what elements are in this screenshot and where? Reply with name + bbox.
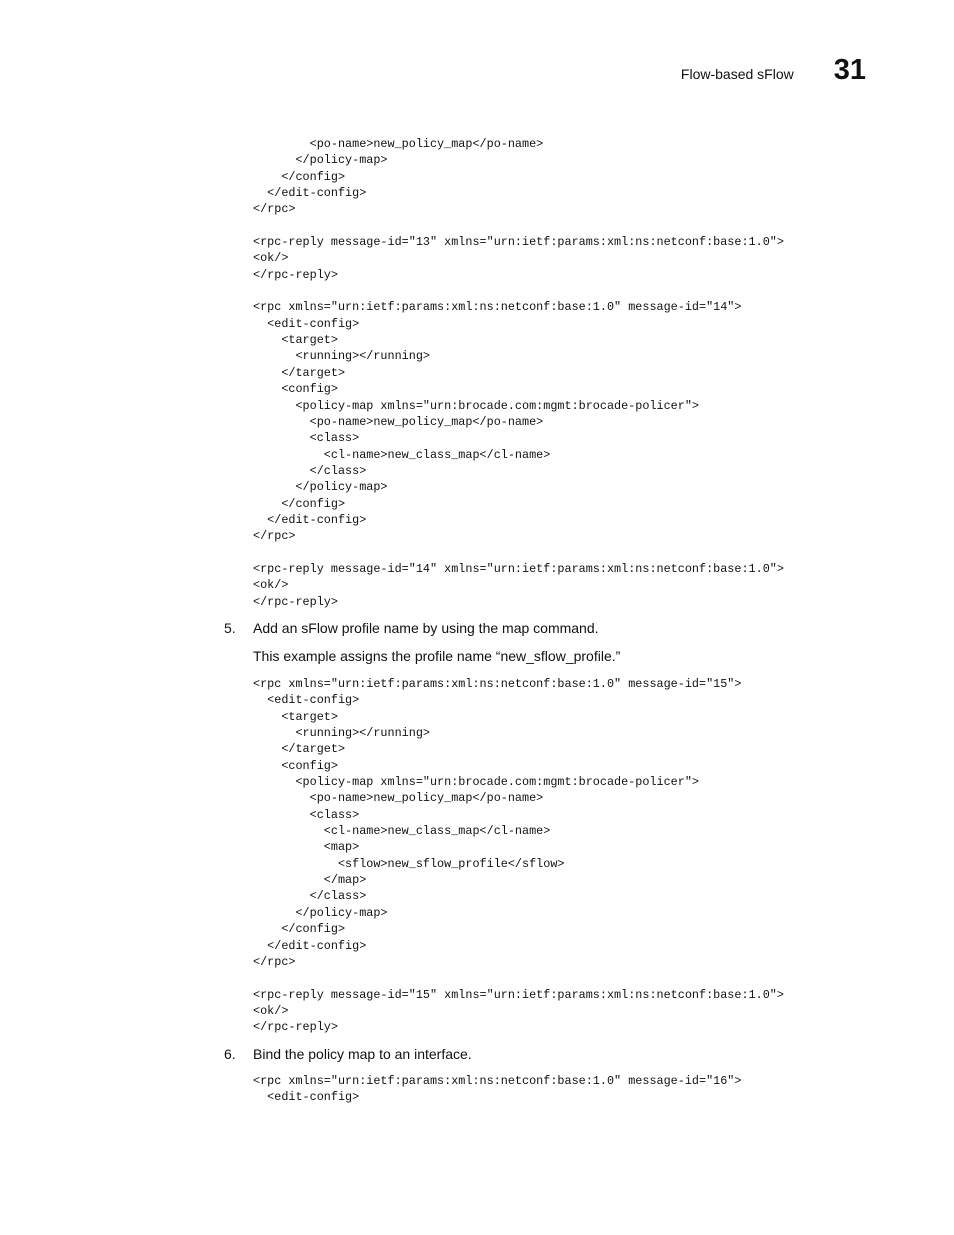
step-5-description: This example assigns the profile name “new_sflow_profile.” xyxy=(253,648,621,664)
command-name: map xyxy=(502,620,530,636)
page-header xyxy=(681,56,866,85)
step-text: Bind the policy map to an interface. xyxy=(253,1046,472,1062)
step-number: 6. xyxy=(224,1046,236,1062)
code-block-netconf-13-14: <po-name>new_policy_map</po-name> </policy-map> </config> </edit-config> </rpc> <rpc-reply message-id="13" xmlns="urn:ietf:params:xml:ns:netconf:base:1.0"> <ok/> </rpc-reply> <rpc xmlns="urn:ietf:params:xml:ns:netconf:base:1.0" message-id="14"> <edit-config> <target> <running></running> </target> <config> <policy-map xmlns="urn:brocade.com:mgmt:brocade-policer"> <po-name>new_policy_map</po-name> <class> <cl-name>new_class_map</cl-name> </class> </policy-map> </config> </edit-config> </rpc> <rpc-reply message-id="14" xmlns="urn:ietf:params:xml:ns:netconf:base:1.0"> <ok/> </rpc-reply> xyxy=(253,137,784,609)
code-block-netconf-16: <rpc xmlns="urn:ietf:params:xml:ns:netconf:base:1.0" message-id="16"> <edit-config> xyxy=(253,1074,742,1105)
code-block-netconf-15: <rpc xmlns="urn:ietf:params:xml:ns:netconf:base:1.0" message-id="15"> <edit-config> <target> <running></running> </target> <config> <policy-map xmlns="urn:brocade.com:mgmt:brocade-policer"> <po-name>new_policy_map</po-name> <class> <cl-name>new_class_map</cl-name> <map> <sflow>new_sflow_profile</sflow> </map> </class> </policy-map> </config> </edit-config> </rpc> <rpc-reply message-id="15" xmlns="urn:ietf:params:xml:ns:netconf:base:1.0"> <ok/> </rpc-reply> xyxy=(253,677,784,1035)
chapter-number: 31 xyxy=(833,54,866,86)
step-number: 5. xyxy=(224,620,236,636)
step-text: Add an sFlow profile name by using the map command. xyxy=(253,620,599,636)
section-title: Flow-based sFlow xyxy=(680,66,794,82)
